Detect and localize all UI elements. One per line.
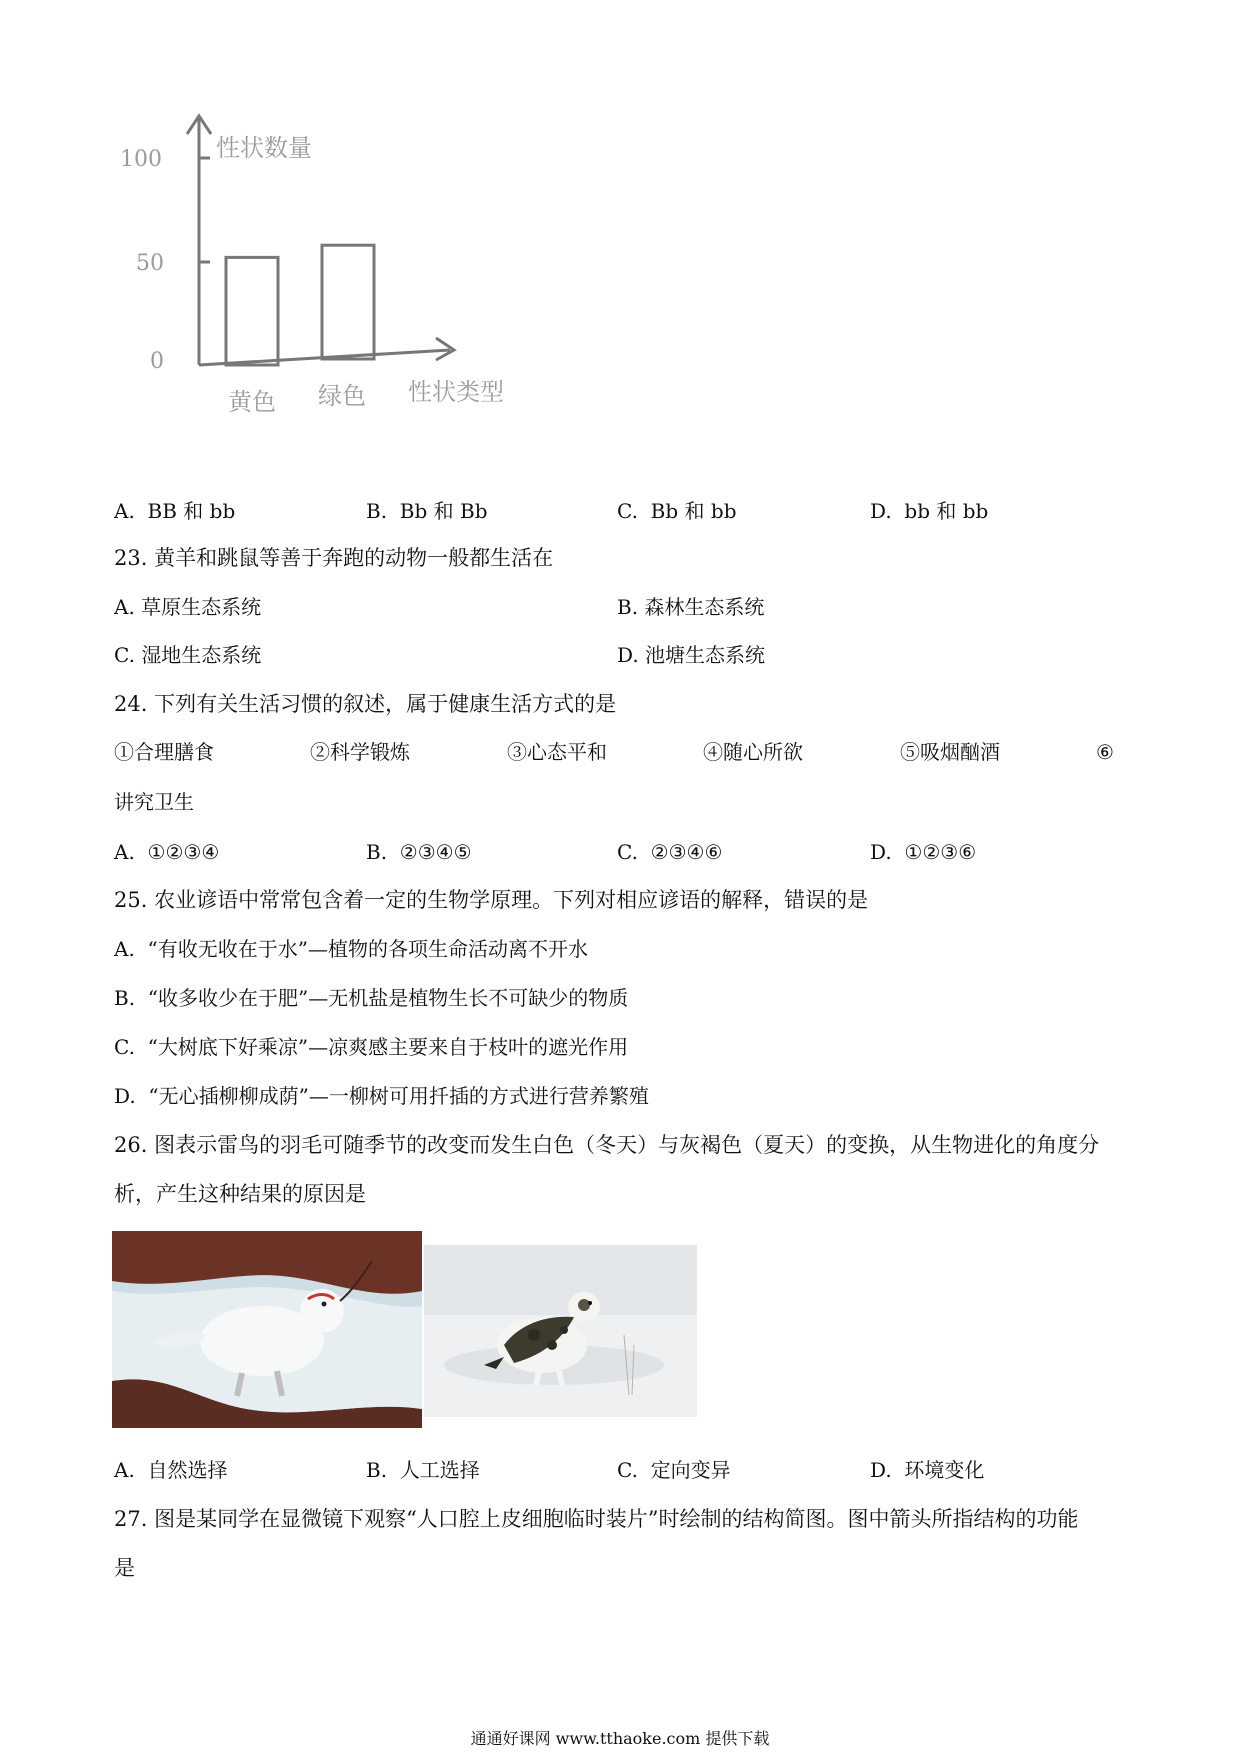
option-letter: B. (366, 840, 388, 864)
ptarmigan-winter-photo (112, 1231, 422, 1428)
option-text: ②③④⑤ (399, 840, 472, 864)
q22-option-d (870, 497, 988, 525)
option-text: 定向变异 (650, 1458, 731, 1482)
option-text: “收多收少在于肥”—无机盐是植物生长不可缺少的物质 (147, 986, 629, 1010)
option-text: “大树底下好乘凉”—凉爽感主要来自于枝叶的遮光作用 (147, 1035, 629, 1059)
q26-stem-line-2: 析，产生这种结果的原因是 (114, 1182, 366, 1206)
q24-option-b (366, 838, 472, 866)
option-letter: D. (114, 1084, 136, 1108)
option-letter: A. (114, 595, 135, 619)
q24-item-6-text: 讲究卫生 (114, 790, 194, 814)
option-letter: C. (617, 499, 638, 523)
ptarmigan-summer-photo (424, 1245, 697, 1417)
ytick-label-50: 50 (136, 251, 164, 276)
bar-green (322, 245, 374, 359)
option-text: Bb 和 bb (650, 499, 737, 523)
page-footer: 通通好课网 www.tthaoke.com 提供下载 (470, 1729, 770, 1748)
q24-item-6: ⑥ (1096, 740, 1114, 764)
q26-option-b (366, 1456, 480, 1484)
y-axis-label: 性状数量 (216, 134, 312, 162)
option-letter: D. (617, 643, 639, 667)
option-text: 草原生态系统 (141, 595, 262, 619)
option-text: “有收无收在于水”—植物的各项生命活动离不开水 (147, 937, 588, 961)
option-text: 自然选择 (147, 1458, 228, 1482)
option-letter: D. (870, 499, 892, 523)
option-text: 环境变化 (904, 1458, 985, 1482)
option-letter: B. (617, 595, 639, 619)
q24-item-1: ①合理膳食 (114, 740, 214, 764)
option-letter: B. (366, 499, 388, 523)
q26-option-d (870, 1456, 984, 1484)
q24-option-d (870, 838, 976, 866)
q23-option-d (617, 641, 765, 669)
q24-item-4: ④随心所欲 (703, 740, 803, 764)
q26-stem-line-1: 26. 图表示雷鸟的羽毛可随季节的改变而发生白色（冬天）与灰褐色（夏天）的变换，从生物进化的角度分 (114, 1133, 1100, 1157)
option-text: 人工选择 (399, 1458, 480, 1482)
option-text: bb 和 bb (904, 499, 989, 523)
q22-option-a (114, 497, 235, 525)
option-letter: C. (114, 1035, 135, 1059)
option-letter: C. (617, 840, 638, 864)
option-text: 森林生态系统 (644, 595, 765, 619)
option-letter: A. (114, 1458, 135, 1482)
option-text: ①②③④ (147, 840, 220, 864)
q22-option-c (617, 497, 737, 525)
trait-bar-chart (110, 110, 580, 470)
q23-option-c (114, 641, 261, 669)
q26-option-a (114, 1456, 228, 1484)
q25-stem: 25. 农业谚语中常常包含着一定的生物学原理。下列对相应谚语的解释，错误的是 (114, 888, 869, 912)
option-letter: B. (114, 986, 136, 1010)
option-letter: C. (114, 643, 135, 667)
q25-option-d (114, 1082, 649, 1110)
category-label-green: 绿色 (318, 382, 366, 410)
q25-option-b (114, 984, 628, 1012)
option-letter: D. (870, 840, 892, 864)
q27-stem-line-2: 是 (114, 1556, 135, 1580)
option-text: Bb 和 Bb (399, 499, 488, 523)
bar-yellow (226, 257, 278, 365)
option-text: 湿地生态系统 (141, 643, 262, 667)
q24-option-a (114, 838, 219, 866)
q23-option-b (617, 593, 764, 621)
q26-option-c (617, 1456, 731, 1484)
option-letter: D. (870, 1458, 892, 1482)
x-axis-label: 性状类型 (408, 378, 504, 406)
q24-item-3: ③心态平和 (507, 740, 607, 764)
option-letter: B. (366, 1458, 388, 1482)
q27-stem-line-1: 27. 图是某同学在显微镜下观察“人口腔上皮细胞临时装片”时绘制的结构简图。图中箭头所指结构的功能 (114, 1507, 1079, 1531)
option-letter: A. (114, 499, 135, 523)
option-letter: A. (114, 840, 135, 864)
option-text: ①②③⑥ (904, 840, 977, 864)
option-text: ②③④⑥ (650, 840, 723, 864)
x-axis (199, 350, 450, 365)
q24-item-5: ⑤吸烟酗酒 (900, 740, 1000, 764)
option-text: “无心插柳柳成荫”—一柳树可用扦插的方式进行营养繁殖 (148, 1084, 649, 1108)
q23-option-a (114, 593, 261, 621)
ytick-label-100: 100 (120, 147, 162, 172)
option-letter: C. (617, 1458, 638, 1482)
q25-option-c (114, 1033, 628, 1061)
q23-stem: 23. 黄羊和跳鼠等善于奔跑的动物一般都生活在 (114, 546, 554, 570)
category-label-yellow: 黄色 (228, 388, 276, 416)
ytick-label-0: 0 (150, 349, 164, 374)
q22-option-b (366, 497, 488, 525)
q25-option-a (114, 935, 588, 963)
q24-option-c (617, 838, 722, 866)
q24-item-2: ②科学锻炼 (310, 740, 410, 764)
option-text: 池塘生态系统 (645, 643, 766, 667)
option-letter: A. (114, 937, 135, 961)
q24-stem: 24. 下列有关生活习惯的叙述，属于健康生活方式的是 (114, 692, 617, 716)
option-text: BB 和 bb (147, 499, 236, 523)
